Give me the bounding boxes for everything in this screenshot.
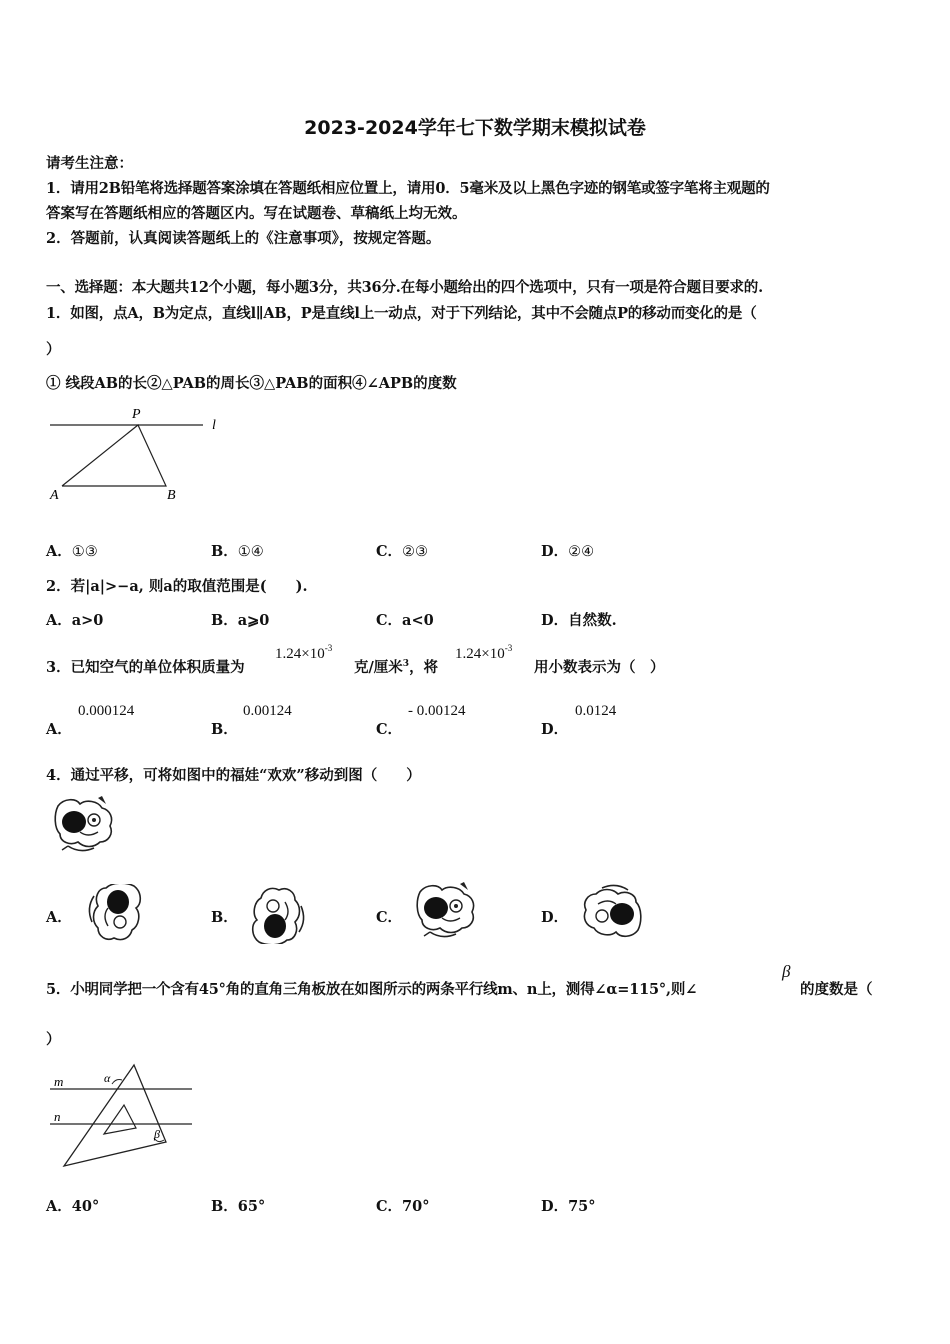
q1-label-l: l: [212, 418, 216, 433]
q4-option-d-letter[interactable]: D．: [541, 909, 569, 926]
q4-option-b-letter[interactable]: B．: [211, 909, 238, 926]
q1-option-a[interactable]: A．①③: [46, 543, 98, 560]
q1-option-b[interactable]: B．①④: [211, 543, 264, 560]
q1-option-d[interactable]: D．②④: [541, 543, 595, 560]
q3-option-c-letter[interactable]: C．: [376, 721, 403, 738]
q1-conditions: ① 线段AB的长②△PAB的周长③△PAB的面积④∠APB的度数: [46, 375, 457, 392]
q3-sci-2: $1.24\times 10^{-3}$: [455, 643, 513, 662]
q1-label-a: A: [50, 488, 59, 503]
q2-option-d[interactable]: D．自然数.: [541, 612, 617, 629]
q5-label-beta: β: [154, 1127, 160, 1141]
notice-line-1a: 1．请用2B铅笔将选择题答案涂填在答题纸相应位置上，请用0．5毫米及以上黑色字迹的钢笔或签字笔将主观题的: [46, 180, 770, 197]
q3-option-b-letter[interactable]: B．: [211, 721, 238, 738]
q3-unit: 克/厘米$^3$，将: [354, 659, 439, 676]
q2-option-a[interactable]: A．a>0: [46, 612, 104, 629]
q2-option-b[interactable]: B．a⩾0: [211, 612, 270, 629]
q1-label-p: P: [132, 407, 141, 422]
q4-option-c-image[interactable]: [412, 882, 484, 942]
q1-stem: 1．如图，点A，B为定点，直线l∥AB，P是直线l上一动点，对于下列结论，其中不会随点P的移动而变化的是（: [46, 305, 757, 322]
q3-option-d-value[interactable]: 0.0124: [575, 703, 617, 719]
q2-option-c[interactable]: C．a<0: [376, 612, 434, 629]
q4-option-c-letter[interactable]: C．: [376, 909, 403, 926]
q5-stem: 5．小明同学把一个含有45°角的直角三角板放在如图所示的两条平行线m、n上，测得∠α=115°,则∠: [46, 981, 698, 998]
q1-label-b: B: [167, 488, 176, 503]
q5-stem-close: ）: [46, 1031, 61, 1048]
q5-option-b[interactable]: B．65°: [211, 1198, 266, 1215]
q5-option-c[interactable]: C．70°: [376, 1198, 430, 1215]
q1-option-c[interactable]: C．②③: [376, 543, 429, 560]
q5-option-d[interactable]: D．75°: [541, 1198, 596, 1215]
q5-figure: [44, 1058, 204, 1173]
q5-label-alpha: α: [104, 1071, 111, 1085]
q4-mascot-original-image: [50, 796, 122, 856]
q4-stem: 4．通过平移，可将如图中的福娃“欢欢”移动到图（ ）: [46, 767, 421, 784]
section-heading: 一、选择题：本大题共12个小题，每小题3分，共36分.在每小题给出的四个选项中，只有一项是符合题目要求的.: [46, 279, 763, 296]
q4-option-a-image[interactable]: [78, 884, 150, 944]
q5-label-m: m: [54, 1074, 64, 1089]
q2-stem: 2．若|a|>−a, 则a的取值范围是( ).: [46, 578, 308, 595]
notice-heading: 请考生注意：: [46, 155, 133, 172]
q5-label-n: n: [54, 1109, 61, 1124]
q3-option-b-value[interactable]: 0.00124: [243, 703, 292, 719]
q3-option-a-value[interactable]: 0.000124: [78, 703, 135, 719]
q4-option-b-image[interactable]: [243, 884, 315, 944]
page-title: 2023-2024学年七下数学期末模拟试卷: [304, 117, 646, 139]
q4-option-a-letter[interactable]: A．: [46, 909, 72, 926]
q3-option-d-letter[interactable]: D．: [541, 721, 569, 738]
q1-stem-close: ）: [46, 341, 61, 358]
q5-stem-tail: 的度数是（: [800, 981, 873, 998]
notice-line-1b: 答案写在答题纸相应的答题区内。写在试题卷、草稿纸上均无效。: [46, 205, 467, 222]
q4-option-d-image[interactable]: [574, 880, 646, 940]
q3-option-c-value[interactable]: - 0.00124: [408, 703, 466, 719]
q5-option-a[interactable]: A．40°: [46, 1198, 100, 1215]
notice-line-2: 2．答题前，认真阅读答题纸上的《注意事项》，按规定答题。: [46, 230, 441, 247]
q1-figure: [40, 400, 240, 510]
q3-sci-1: $1.24\times 10^{-3}$: [275, 643, 333, 662]
q5-beta-symbol: β: [782, 962, 791, 981]
q3-stem-post: 用小数表示为（ ）: [534, 659, 665, 676]
q3-stem-pre: 3．已知空气的单位体积质量为: [46, 659, 245, 676]
q3-option-a-letter[interactable]: A．: [46, 721, 72, 738]
